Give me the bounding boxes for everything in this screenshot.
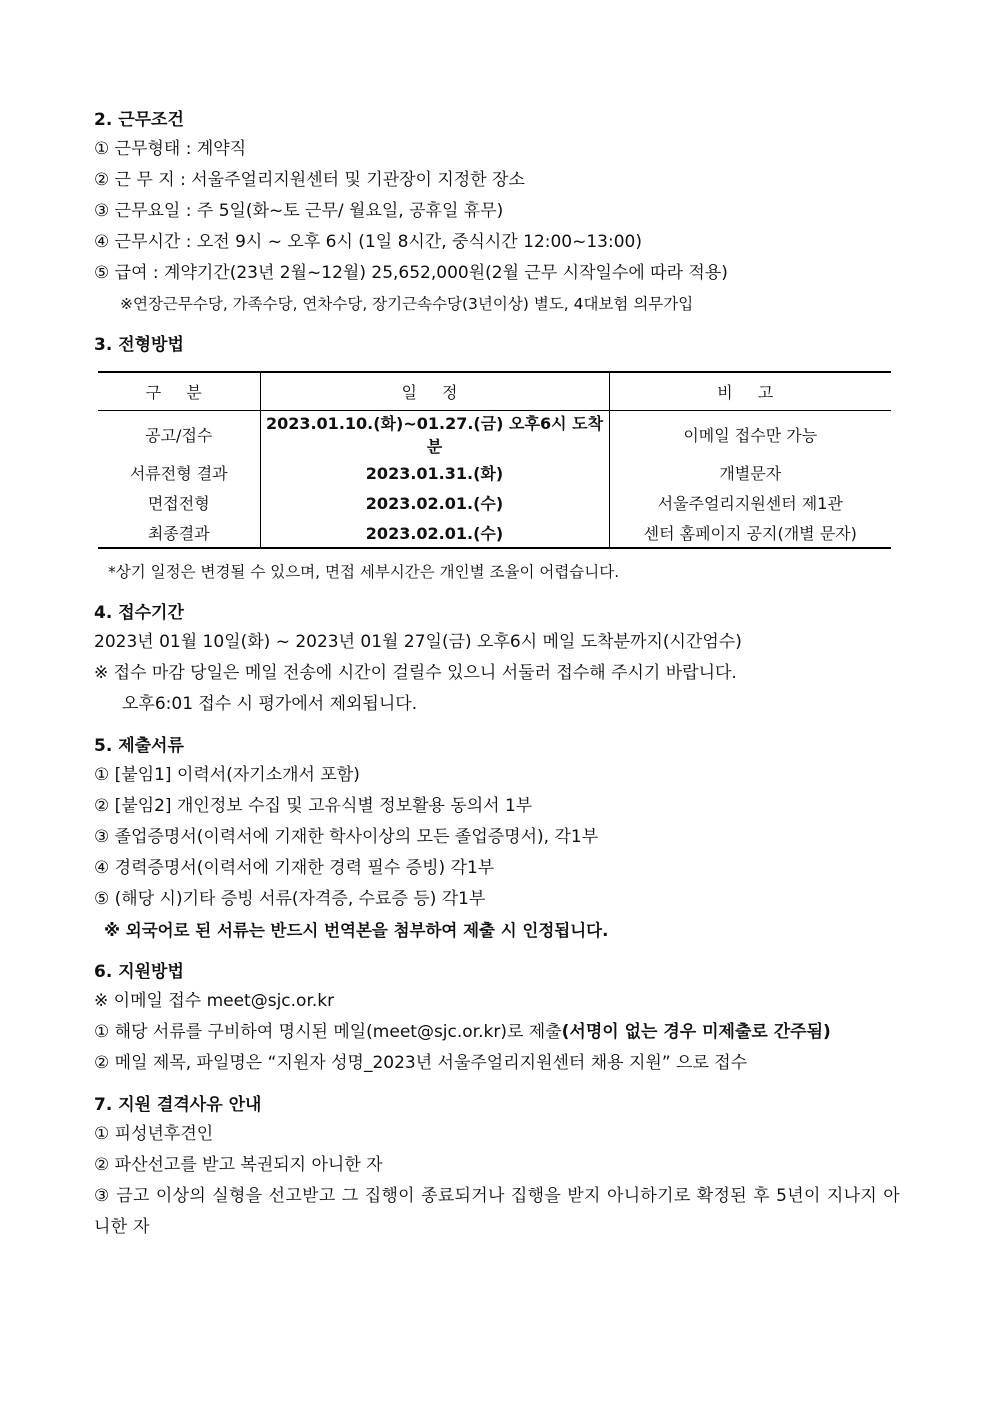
deadline-warning: ※ 접수 마감 당일은 메일 전송에 시간이 걸릴수 있으니 서둘러 접수해 주시기 바랍니다. bbox=[94, 663, 737, 683]
section-4-title: 4. 접수기간 bbox=[94, 603, 184, 623]
salary: ⑤ 급여 : 계약기간(23년 2월~12월) 25,652,000원(2월 근무 시작일수에 따라 적용) bbox=[94, 263, 728, 283]
row-remarks: 개별문자 bbox=[609, 457, 891, 487]
row-category: 면접전형 bbox=[147, 493, 210, 513]
section-6-title: 6. 지원방법 bbox=[94, 962, 184, 982]
table-header-row bbox=[98, 372, 891, 411]
document-item: ④ 경력증명서(이력서에 기재한 경력 필수 증빙) 각1부 bbox=[94, 858, 495, 878]
row-schedule: 2023.02.01.(수) bbox=[260, 517, 609, 548]
row-category: 서류전형 결과 bbox=[129, 463, 228, 483]
document-item: ② [붙임2] 개인정보 수집 및 고유식별 정보활용 동의서 1부 bbox=[94, 796, 533, 816]
work-hours: ④ 근무시간 : 오전 9시 ~ 오후 6시 (1일 8시간, 중식시간 12:00~13:00) bbox=[94, 232, 642, 252]
work-place: ② 근 무 지 : 서울주얼리지원센터 및 기관장이 지정한 장소 bbox=[94, 170, 525, 190]
disqualification-item: ③ 금고 이상의 실형을 선고받고 그 집행이 종료되거나 집행을 받지 아니하기로 확정된 후 5년이 지나지 아니한 자 bbox=[94, 1186, 900, 1237]
mail-subject-instruction: ② 메일 제목, 파일명은 “지원자 성명_2023년 서울주얼리지원센터 채용 지원” 으로 접수 bbox=[94, 1053, 748, 1073]
signature-warning: (서명이 없는 경우 미제출로 간주됨) bbox=[561, 1022, 831, 1042]
table-row bbox=[98, 487, 891, 517]
row-remarks: 센터 홈페이지 공지(개별 문자) bbox=[609, 517, 891, 548]
section-5-title: 5. 제출서류 bbox=[94, 736, 184, 756]
row-remarks: 서울주얼리지원센터 제1관 bbox=[609, 487, 891, 517]
schedule-table bbox=[98, 371, 891, 549]
late-exclusion-note: 오후6:01 접수 시 평가에서 제외됩니다. bbox=[122, 694, 418, 714]
table-row bbox=[98, 411, 891, 458]
table-row bbox=[98, 457, 891, 487]
header-category: 구 분 bbox=[98, 372, 260, 411]
header-schedule: 일 정 bbox=[260, 372, 609, 411]
email-apply: ※ 이메일 접수 meet@sjc.or.kr bbox=[94, 991, 335, 1011]
application-period: 2023년 01월 10일(화) ~ 2023년 01월 27일(금) 오후6시 메일 도착분까지(시간엄수) bbox=[94, 632, 742, 652]
row-remarks: 이메일 접수만 가능 bbox=[609, 411, 891, 458]
disqualification-item: ① 피성년후견인 bbox=[94, 1124, 214, 1144]
submit-instruction-text: ① 해당 서류를 구비하여 명시된 메일(meet@sjc.or.kr)로 제출 bbox=[94, 1022, 562, 1042]
document-item: ③ 졸업증명서(이력서에 기재한 학사이상의 모든 졸업증명서), 각1부 bbox=[94, 827, 599, 847]
row-category: 최종결과 bbox=[98, 517, 260, 548]
row-category: 공고/접수 bbox=[145, 425, 213, 445]
allowance-note: ※연장근무수당, 가족수당, 연차수당, 장기근속수당(3년이상) 별도, 4대보험 의무가입 bbox=[120, 295, 694, 313]
work-type: ① 근무형태 : 계약직 bbox=[94, 139, 247, 159]
work-days: ③ 근무요일 : 주 5일(화~토 근무/ 월요일, 공휴일 휴무) bbox=[94, 201, 504, 221]
document-item: ① [붙임1] 이력서(자기소개서 포함) bbox=[94, 765, 360, 785]
row-schedule: 2023.01.31.(화) bbox=[260, 457, 609, 487]
document-page bbox=[94, 106, 900, 1243]
row-schedule: 2023.01.10.(화)~01.27.(금) 오후6시 도착분 bbox=[260, 411, 609, 458]
section-3-title: 3. 전형방법 bbox=[94, 335, 184, 355]
header-remarks: 비 고 bbox=[609, 372, 891, 411]
submit-instruction bbox=[94, 1017, 900, 1048]
disqualification-item: ② 파산선고를 받고 복권되지 아니한 자 bbox=[94, 1155, 383, 1175]
section-2-title: 2. 근무조건 bbox=[94, 110, 184, 130]
translation-note: ※ 외국어로 된 서류는 반드시 번역본을 첨부하여 제출 시 인정됩니다. bbox=[104, 921, 609, 940]
row-schedule: 2023.02.01.(수) bbox=[260, 487, 609, 517]
section-7-title: 7. 지원 결격사유 안내 bbox=[94, 1095, 262, 1115]
document-item: ⑤ (해당 시)기타 증빙 서류(자격증, 수료증 등) 각1부 bbox=[94, 889, 486, 909]
table-row bbox=[98, 517, 891, 548]
schedule-note: *상기 일정은 변경될 수 있으며, 면접 세부시간은 개인별 조율이 어렵습니다. bbox=[108, 563, 620, 581]
